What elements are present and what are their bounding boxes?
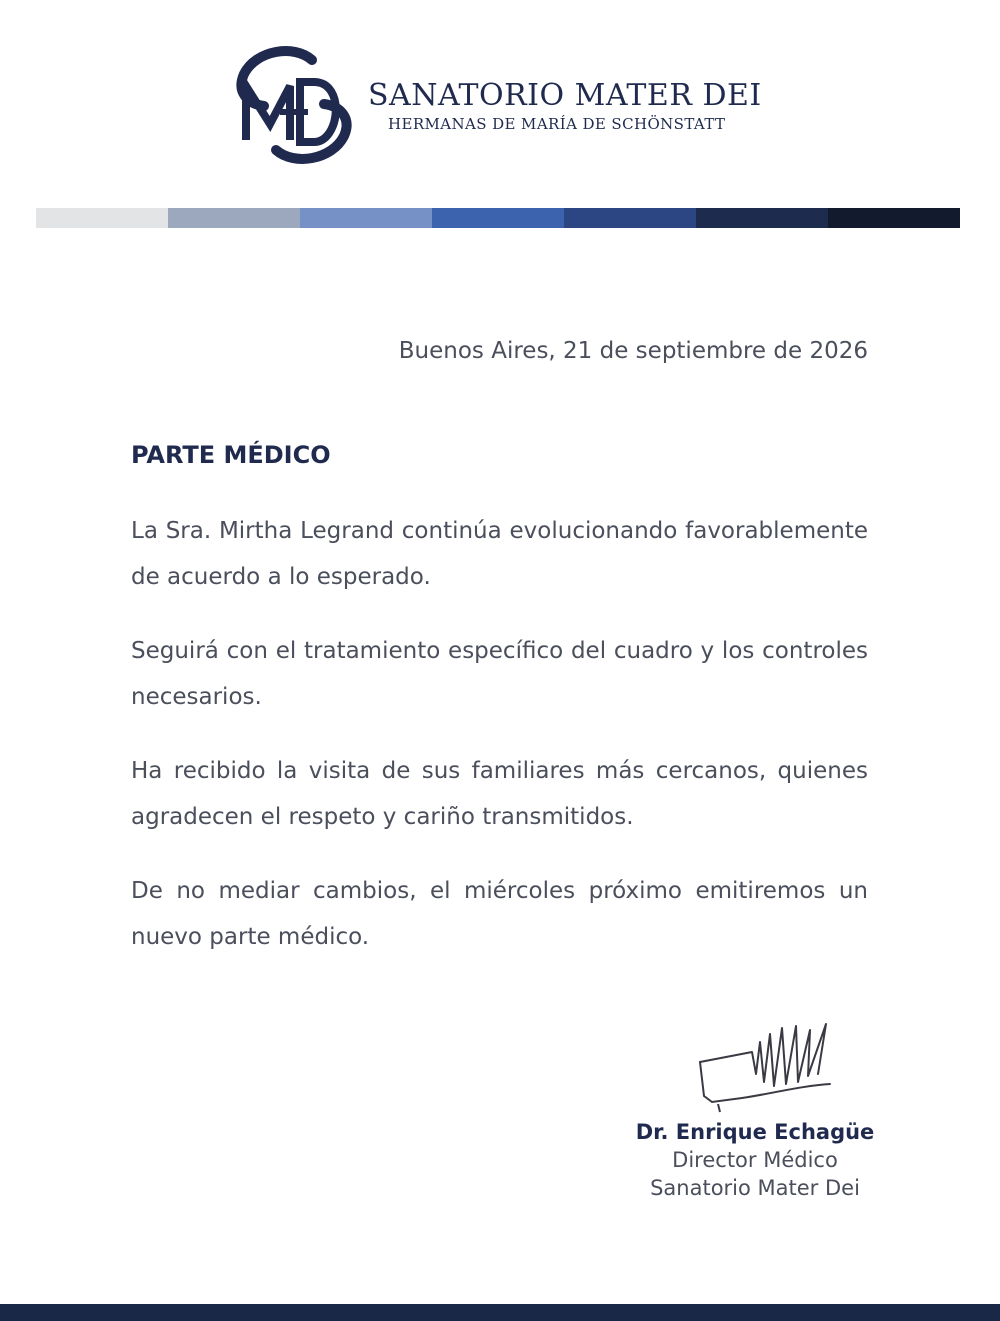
signatory-organization: Sanatorio Mater Dei — [650, 1176, 860, 1200]
paragraph: Ha recibido la visita de sus familiares más cercanos, quienes agradecen el respeto y cariño transmitidos. — [131, 758, 868, 830]
document-heading: PARTE MÉDICO — [131, 441, 331, 469]
date-line: Buenos Aires, 21 de septiembre de 2026 — [398, 338, 868, 364]
org-subtitle: HERMANAS DE MARÍA DE SCHÖNSTATT — [388, 115, 726, 133]
color-strip-segment — [36, 208, 168, 228]
signature-block — [620, 1118, 890, 1202]
document-body — [131, 508, 868, 988]
color-strip — [36, 208, 960, 228]
color-strip-segment — [564, 208, 696, 228]
paragraph: De no mediar cambios, el miércoles próximo emitiremos un nuevo parte médico. — [131, 878, 868, 950]
paragraph: La Sra. Mirtha Legrand continúa evolucionando favorablemente de acuerdo a lo esperado. — [131, 518, 868, 590]
color-strip-segment — [300, 208, 432, 228]
color-strip-segment — [432, 208, 564, 228]
signatory-role: Director Médico — [672, 1148, 838, 1172]
handwritten-signature — [690, 1012, 840, 1122]
signatory-name: Dr. Enrique Echagüe — [635, 1120, 875, 1144]
sanatorio-logo-icon — [234, 46, 354, 164]
color-strip-segment — [168, 208, 300, 228]
paragraph: Seguirá con el tratamiento específico del cuadro y los controles necesarios. — [131, 638, 868, 710]
org-name: SANATORIO MATER DEI — [368, 78, 762, 113]
color-strip-segment — [696, 208, 828, 228]
footer-bar — [0, 1304, 1000, 1321]
color-strip-segment — [828, 208, 960, 228]
